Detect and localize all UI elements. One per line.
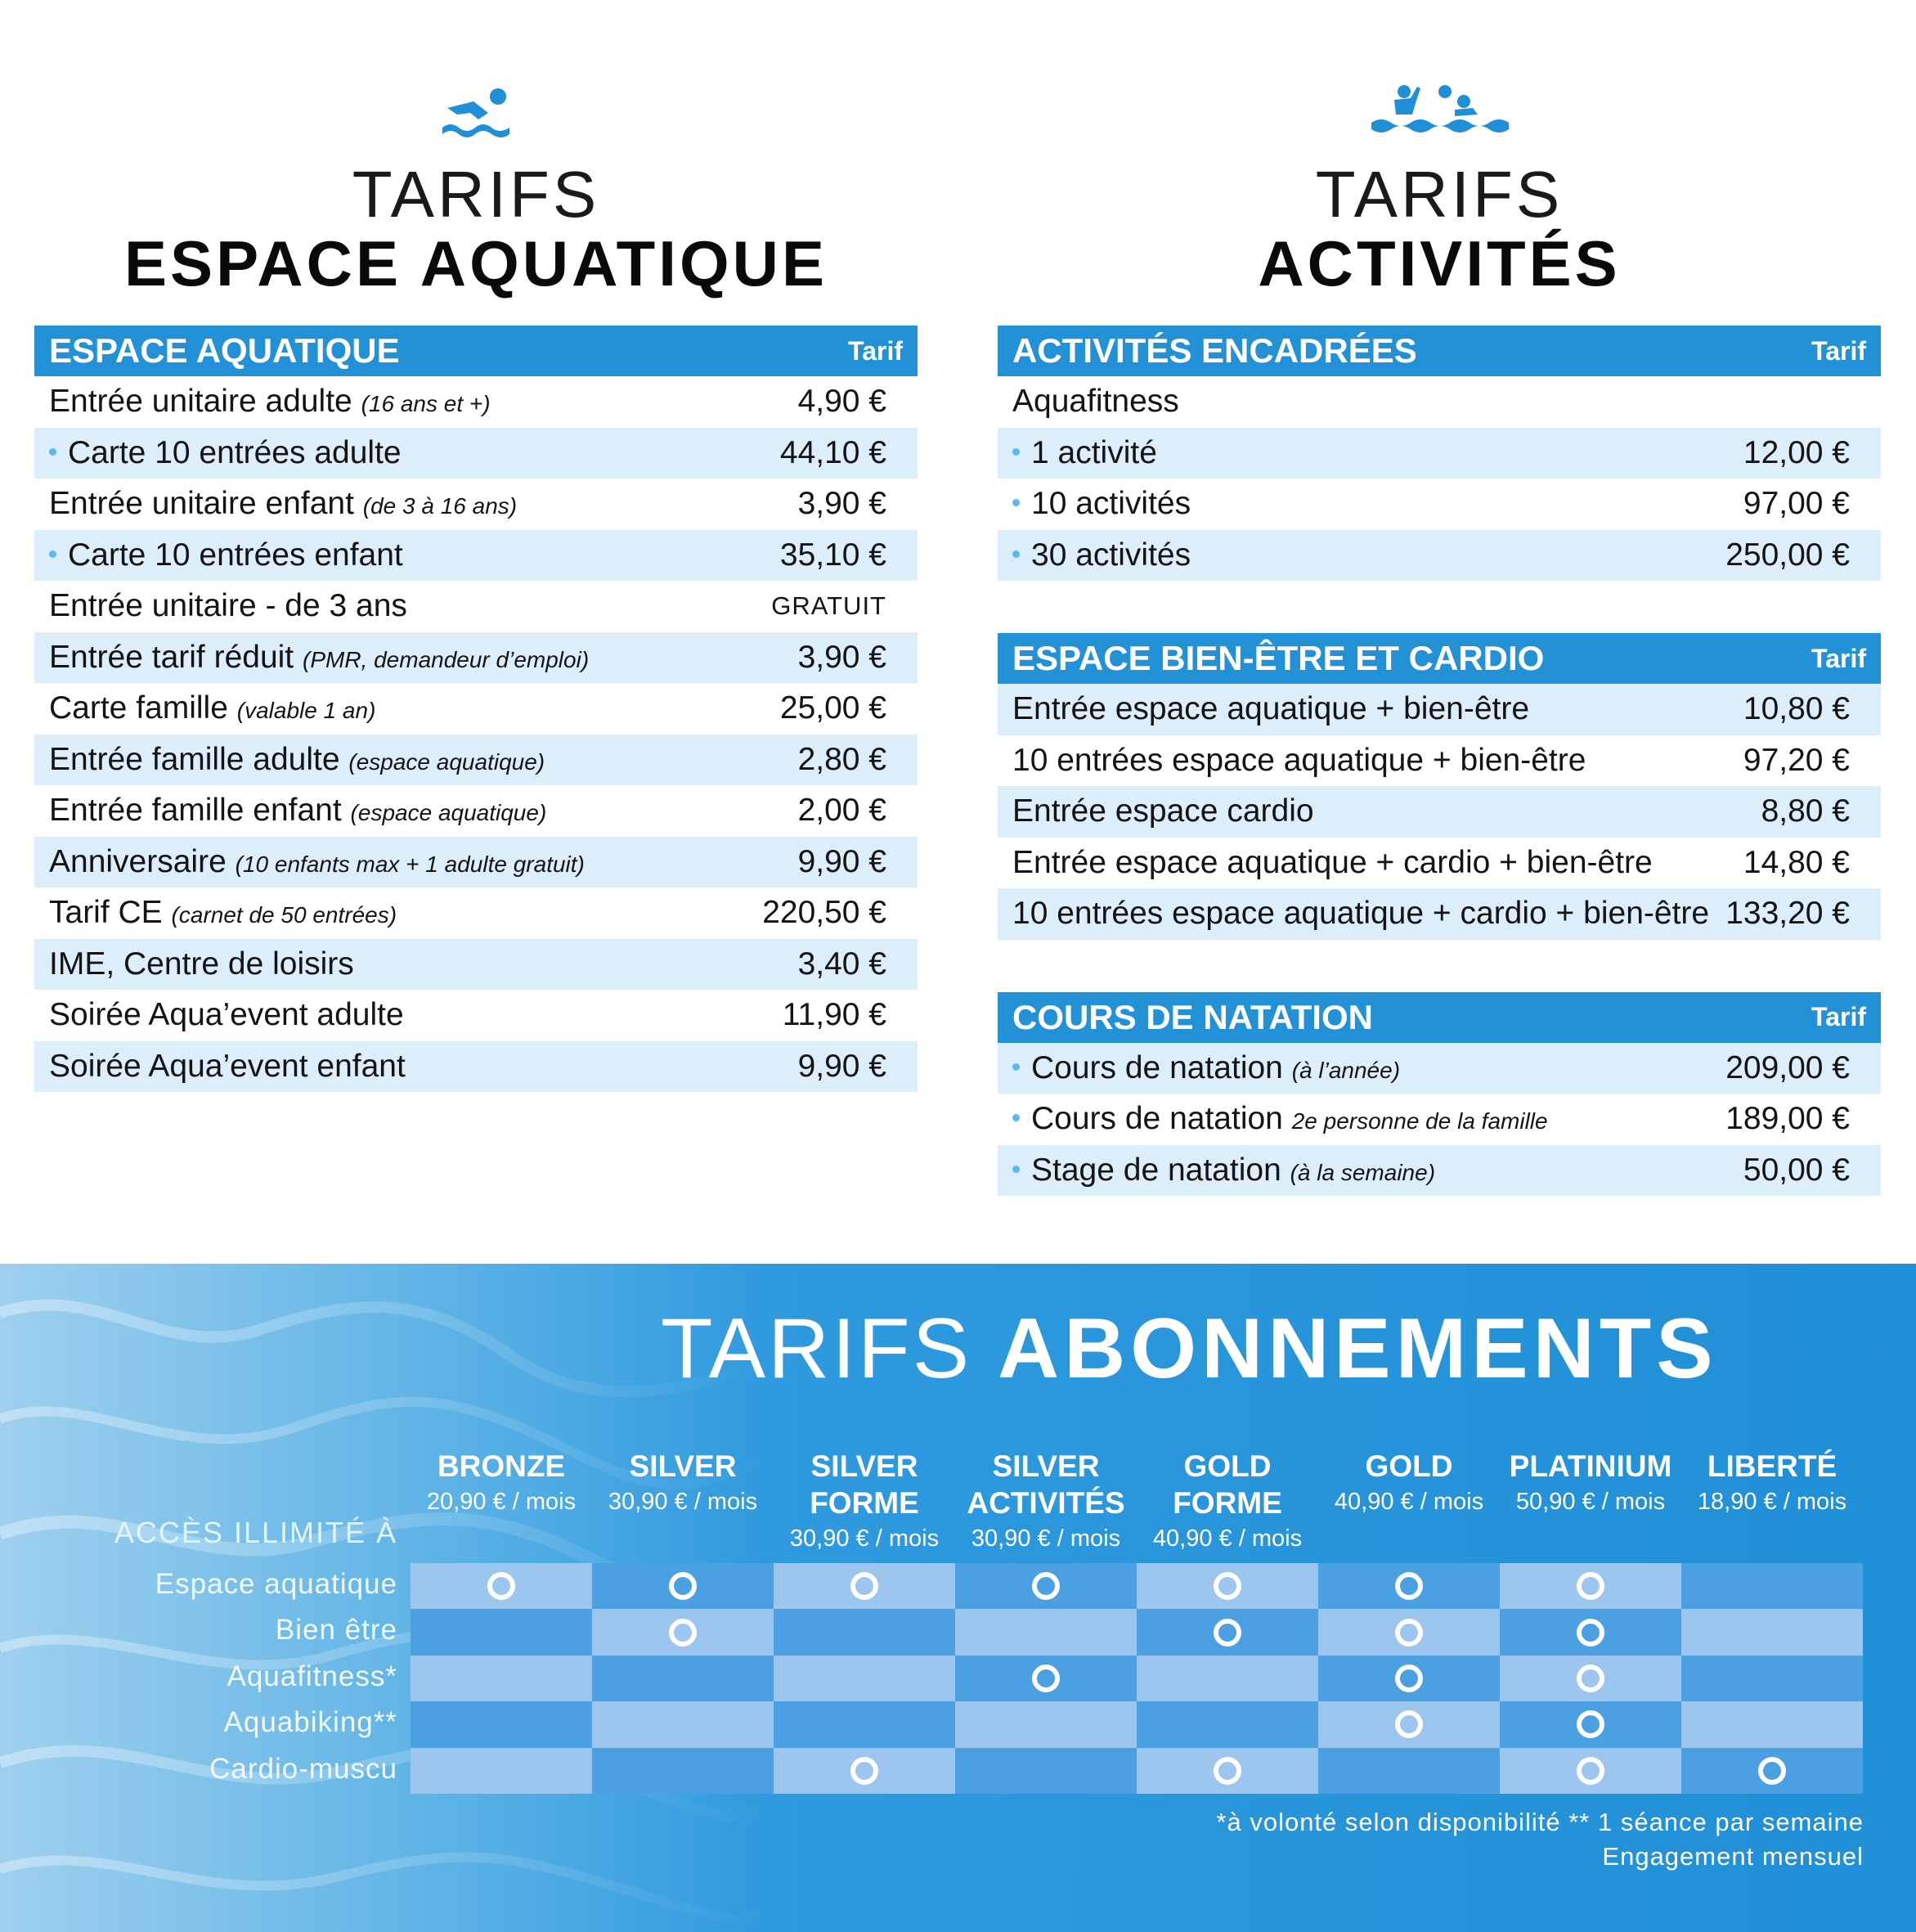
activites-tables <box>998 326 1881 1196</box>
plan-price: 30,90 € / mois <box>608 1489 758 1515</box>
row-label-text: Soirée Aqua’event adulte <box>49 997 404 1033</box>
row-price: 209,00 € <box>1725 1049 1850 1085</box>
plan-name-line2: FORME <box>810 1486 919 1520</box>
row-label <box>49 486 798 522</box>
table-row <box>998 479 1881 530</box>
row-price: 220,50 € <box>762 895 886 931</box>
row-label-text: Entrée tarif réduit <box>49 639 294 675</box>
plan-name: SILVER <box>629 1449 737 1483</box>
row-label <box>1012 691 1743 727</box>
included-dot-icon <box>1214 1619 1241 1647</box>
included-dot-icon <box>669 1572 697 1600</box>
matrix-cell <box>955 1563 1137 1609</box>
activites-heading <box>998 0 1881 326</box>
matrix-cell <box>1681 1656 1863 1701</box>
espace-aquatique-column <box>34 0 918 1092</box>
row-price: 35,10 € <box>779 537 886 573</box>
row-price: 2,80 € <box>797 741 886 777</box>
matrix-cell <box>1137 1701 1318 1747</box>
row-label-text: Entrée espace aquatique + cardio + bien-être <box>1012 844 1653 880</box>
table-header <box>998 326 1881 376</box>
row-label <box>1012 537 1725 573</box>
bullet-icon <box>1012 1166 1020 1173</box>
row-price: 10,80 € <box>1743 691 1850 727</box>
plan-name: GOLD <box>1365 1449 1453 1483</box>
matrix-cell <box>1137 1748 1318 1794</box>
table-header <box>998 992 1881 1043</box>
table-row <box>998 888 1881 940</box>
row-label-text: Tarif CE <box>49 895 163 931</box>
row-price: 97,00 € <box>1743 486 1850 522</box>
row-note: (10 enfants max + 1 adulte gratuit) <box>235 851 585 877</box>
matrix-cell <box>1318 1748 1500 1794</box>
row-label <box>1012 486 1743 522</box>
row-label <box>1012 1050 1725 1086</box>
footnote-conditions: *à volonté selon disponibilité ** 1 séance par semaine <box>1216 1808 1864 1836</box>
plan-header-libert- <box>1681 1448 1863 1519</box>
heading-espace-aquatique: ESPACE AQUATIQUE <box>124 227 828 299</box>
included-dot-icon <box>1395 1710 1423 1738</box>
bullet-icon <box>1012 1114 1020 1121</box>
row-note: (16 ans et +) <box>361 391 491 417</box>
row-price: 44,10 € <box>779 434 886 470</box>
included-dot-icon <box>1032 1572 1060 1600</box>
activities-table <box>998 992 1881 1197</box>
row-price: GRATUIT <box>771 591 886 621</box>
water-polo-icon <box>998 83 1881 151</box>
matrix-cell <box>411 1748 592 1794</box>
row-price: 12,00 € <box>1743 434 1850 470</box>
row-label-text: 1 activité <box>1031 434 1157 470</box>
abonnements-title <box>661 1301 1718 1398</box>
plan-name-line2: FORME <box>1173 1486 1282 1520</box>
table-row <box>34 632 918 684</box>
row-label <box>49 690 780 726</box>
matrix-cell <box>955 1609 1137 1655</box>
feature-label: Cardio-muscu <box>209 1752 397 1785</box>
row-label-text: Entrée espace aquatique + bien-être <box>1012 691 1530 727</box>
plan-price: 18,90 € / mois <box>1697 1489 1847 1515</box>
feature-label: Aquabiking** <box>223 1706 397 1739</box>
bullet-icon <box>1012 550 1020 558</box>
row-label <box>49 588 771 624</box>
matrix-cell <box>1137 1656 1318 1701</box>
row-label-text: Cours de natation <box>1031 1101 1283 1137</box>
plan-price: 30,90 € / mois <box>971 1525 1121 1552</box>
row-label-text: Stage de natation <box>1031 1152 1281 1188</box>
matrix-cell <box>955 1748 1137 1794</box>
table-header-label: ESPACE BIEN-ÊTRE ET CARDIO <box>1012 639 1545 677</box>
row-label-text: Carte famille <box>49 690 228 726</box>
matrix-cell <box>774 1701 955 1747</box>
table-row <box>34 530 918 582</box>
matrix-cell <box>592 1701 774 1747</box>
table-row <box>34 990 918 1041</box>
table-row <box>34 428 918 479</box>
included-dot-icon <box>669 1619 697 1647</box>
row-label <box>1012 1152 1743 1188</box>
heading-activites: ACTIVITÉS <box>1258 227 1621 299</box>
row-label-text: Entrée unitaire adulte <box>49 384 352 420</box>
included-dot-icon <box>1577 1619 1604 1647</box>
activities-table <box>998 326 1881 581</box>
row-label-text: Anniversaire <box>49 843 227 879</box>
abonnements-title-light: TARIFS <box>661 1301 972 1396</box>
row-price: 97,20 € <box>1743 742 1850 778</box>
plan-price: 40,90 € / mois <box>1152 1525 1303 1552</box>
included-dot-icon <box>487 1572 515 1600</box>
row-note: 2e personne de la famille <box>1291 1108 1548 1134</box>
matrix-cell <box>1318 1563 1500 1609</box>
row-label <box>1012 743 1743 779</box>
row-note: (à l’année) <box>1291 1057 1401 1083</box>
plan-name: SILVER <box>810 1449 918 1483</box>
table-row <box>34 479 918 530</box>
bullet-icon <box>1012 1063 1020 1071</box>
matrix-cell <box>1500 1656 1681 1701</box>
row-label-text: 10 entrées espace aquatique + cardio + bien-être <box>1012 896 1710 932</box>
plan-header-silver-forme <box>774 1448 955 1556</box>
espace-aquatique-table <box>34 326 918 1092</box>
table-row <box>998 786 1881 838</box>
plan-name: GOLD <box>1183 1449 1272 1483</box>
plan-name: PLATINIUM <box>1509 1449 1672 1483</box>
swimmer-icon <box>34 83 918 151</box>
row-price: 50,00 € <box>1743 1152 1850 1188</box>
matrix-cell <box>1318 1701 1500 1747</box>
plan-name-line2: ACTIVITÉS <box>967 1486 1125 1520</box>
matrix-cell <box>1500 1701 1681 1747</box>
row-label <box>49 742 798 778</box>
row-label <box>1012 845 1743 881</box>
table-spacer <box>998 581 1881 633</box>
row-label <box>1012 896 1725 932</box>
row-price: 25,00 € <box>779 690 886 726</box>
row-label <box>49 844 798 880</box>
plan-header-gold-forme <box>1137 1448 1318 1556</box>
row-label-text: Entrée famille adulte <box>49 741 340 777</box>
plan-header-silver-activit-s <box>955 1448 1137 1556</box>
matrix-cell <box>1500 1748 1681 1794</box>
row-price: 4,90 € <box>797 384 886 420</box>
row-label-text: Carte 10 entrées enfant <box>68 537 403 573</box>
bullet-icon <box>1012 448 1020 456</box>
row-label <box>1012 1101 1725 1137</box>
matrix-cell <box>955 1656 1137 1701</box>
feature-label: Espace aquatique <box>155 1568 397 1600</box>
feature-label: Bien être <box>275 1614 397 1647</box>
row-label <box>49 946 798 982</box>
table-row <box>34 887 918 939</box>
row-label <box>1012 435 1743 471</box>
feature-label: Aquafitness* <box>227 1660 397 1692</box>
row-note: (espace aquatique) <box>348 748 545 775</box>
matrix-cell <box>1500 1563 1681 1609</box>
matrix-cell <box>1681 1609 1863 1655</box>
matrix-cell <box>774 1748 955 1794</box>
row-note: (carnet de 50 entrées) <box>171 902 397 928</box>
plan-header-bronze <box>411 1448 592 1519</box>
row-price: 133,20 € <box>1725 896 1850 932</box>
matrix-cell <box>411 1563 592 1609</box>
row-label-text: Entrée espace cardio <box>1012 793 1314 829</box>
plan-header-gold <box>1318 1448 1500 1519</box>
plan-name: BRONZE <box>437 1449 566 1483</box>
table-header-label: ACTIVITÉS ENCADRÉES <box>1012 331 1417 370</box>
row-label-text: Carte 10 entrées adulte <box>68 434 402 470</box>
row-note: (PMR, demandeur d’emploi) <box>303 646 590 672</box>
matrix-cell <box>1681 1563 1863 1609</box>
table-header-tarif: Tarif <box>1811 1002 1866 1031</box>
plan-header-platinium <box>1500 1448 1681 1519</box>
bullet-icon <box>49 550 56 558</box>
table-row <box>998 428 1881 479</box>
row-price: 189,00 € <box>1725 1101 1850 1137</box>
row-note: (espace aquatique) <box>350 800 547 826</box>
row-label <box>49 895 762 931</box>
row-label-text: IME, Centre de loisirs <box>49 946 354 982</box>
table-row <box>998 1094 1881 1145</box>
row-label <box>49 384 798 420</box>
matrix-cell <box>774 1563 955 1609</box>
matrix-cell <box>592 1609 774 1655</box>
included-dot-icon <box>850 1757 878 1785</box>
row-label-text: Soirée Aqua’event enfant <box>49 1048 406 1084</box>
subscription-matrix <box>411 1563 1863 1794</box>
matrix-cell <box>411 1701 592 1747</box>
espace-aquatique-heading <box>34 0 918 326</box>
table-spacer <box>998 940 1881 992</box>
row-label <box>49 435 780 471</box>
bullet-icon <box>49 448 56 456</box>
row-price: 2,00 € <box>797 793 886 829</box>
matrix-cell <box>1137 1563 1318 1609</box>
row-label <box>49 997 783 1033</box>
matrix-cell <box>1681 1748 1863 1794</box>
row-label-text: Entrée unitaire enfant <box>49 486 354 522</box>
plan-price: 50,90 € / mois <box>1515 1489 1666 1515</box>
row-label <box>1012 793 1761 829</box>
included-dot-icon <box>1032 1665 1060 1692</box>
table-row <box>998 838 1881 889</box>
row-label <box>49 537 780 573</box>
included-dot-icon <box>1395 1665 1423 1692</box>
table-row <box>34 376 918 428</box>
row-price: 14,80 € <box>1743 844 1850 880</box>
row-label-text: 30 activités <box>1031 537 1191 573</box>
row-note: (valable 1 an) <box>236 698 376 724</box>
table-row <box>998 684 1881 735</box>
included-dot-icon <box>1577 1572 1604 1600</box>
table-row <box>34 1041 918 1093</box>
included-dot-icon <box>1395 1572 1423 1600</box>
heading-tarifs: TARIFS <box>352 158 600 231</box>
matrix-cell <box>592 1748 774 1794</box>
row-label-text: Cours de natation <box>1031 1049 1283 1085</box>
table-row <box>34 785 918 837</box>
row-price: 3,40 € <box>797 946 886 982</box>
row-label <box>49 793 798 829</box>
included-dot-icon <box>1577 1710 1604 1738</box>
matrix-cell <box>592 1563 774 1609</box>
table-row <box>998 530 1881 582</box>
matrix-cell <box>411 1656 592 1701</box>
matrix-cell <box>955 1701 1137 1747</box>
row-label-text: 10 entrées espace aquatique + bien-être <box>1012 742 1586 778</box>
activites-column <box>998 0 1881 1196</box>
plan-price: 40,90 € / mois <box>1334 1489 1484 1515</box>
table-row <box>998 1043 1881 1094</box>
table-header-tarif: Tarif <box>1811 643 1866 673</box>
row-price: 11,90 € <box>782 997 886 1033</box>
footnote-engagement: Engagement mensuel <box>1602 1842 1864 1871</box>
row-label-text: 10 activités <box>1031 486 1191 522</box>
included-dot-icon <box>1577 1757 1604 1785</box>
table-header <box>998 633 1881 684</box>
matrix-cell <box>1318 1656 1500 1701</box>
included-dot-icon <box>1214 1572 1241 1600</box>
bullet-icon <box>1012 499 1020 506</box>
included-dot-icon <box>1214 1757 1241 1785</box>
table-row <box>998 376 1881 428</box>
heading-tarifs: TARIFS <box>1315 158 1564 231</box>
access-title: ACCÈS ILLIMITÉ À <box>114 1516 397 1549</box>
table-row <box>34 735 918 786</box>
table-header-label: ESPACE AQUATIQUE <box>49 331 400 370</box>
row-note: (à la semaine) <box>1290 1159 1436 1185</box>
matrix-cell <box>1500 1609 1681 1655</box>
table-row <box>34 837 918 888</box>
row-label-text: Entrée famille enfant <box>49 793 342 829</box>
plan-name: SILVER <box>992 1449 1100 1483</box>
row-price: 9,90 € <box>797 1048 886 1084</box>
table-header-tarif: Tarif <box>1811 335 1866 366</box>
table-header-tarif: Tarif <box>848 335 903 366</box>
row-label <box>1012 384 1850 420</box>
row-price: 3,90 € <box>797 486 886 522</box>
matrix-cell <box>592 1656 774 1701</box>
row-label <box>49 1049 798 1085</box>
plan-name: LIBERTÉ <box>1707 1449 1837 1483</box>
row-price: 3,90 € <box>797 639 886 675</box>
table-header <box>34 326 918 376</box>
matrix-cell <box>774 1656 955 1701</box>
plan-price: 20,90 € / mois <box>426 1489 577 1515</box>
table-row <box>998 735 1881 787</box>
row-label <box>49 640 798 676</box>
row-note: (de 3 à 16 ans) <box>362 493 518 519</box>
included-dot-icon <box>1395 1619 1423 1647</box>
plan-header-silver <box>592 1448 774 1519</box>
table-header-label: COURS DE NATATION <box>1012 997 1373 1036</box>
matrix-cell <box>1681 1701 1863 1747</box>
table-row <box>34 683 918 735</box>
matrix-cell <box>1318 1609 1500 1655</box>
plan-price: 30,90 € / mois <box>789 1525 940 1552</box>
abonnements-section <box>0 1264 1916 1932</box>
row-price: 9,90 € <box>797 843 886 879</box>
row-price: 250,00 € <box>1725 537 1850 573</box>
included-dot-icon <box>850 1572 878 1600</box>
matrix-cell <box>774 1609 955 1655</box>
matrix-cell <box>411 1609 592 1655</box>
row-price: 8,80 € <box>1761 793 1850 829</box>
included-dot-icon <box>1577 1665 1604 1692</box>
abonnements-title-bold: ABONNEMENTS <box>997 1301 1718 1396</box>
row-label-text: Aquafitness <box>1012 384 1179 420</box>
row-label-text: Entrée unitaire - de 3 ans <box>49 588 407 624</box>
activities-table <box>998 633 1881 940</box>
table-row <box>34 581 918 632</box>
included-dot-icon <box>1758 1757 1786 1785</box>
matrix-cell <box>1137 1609 1318 1655</box>
table-row <box>998 1145 1881 1197</box>
table-row <box>34 939 918 991</box>
